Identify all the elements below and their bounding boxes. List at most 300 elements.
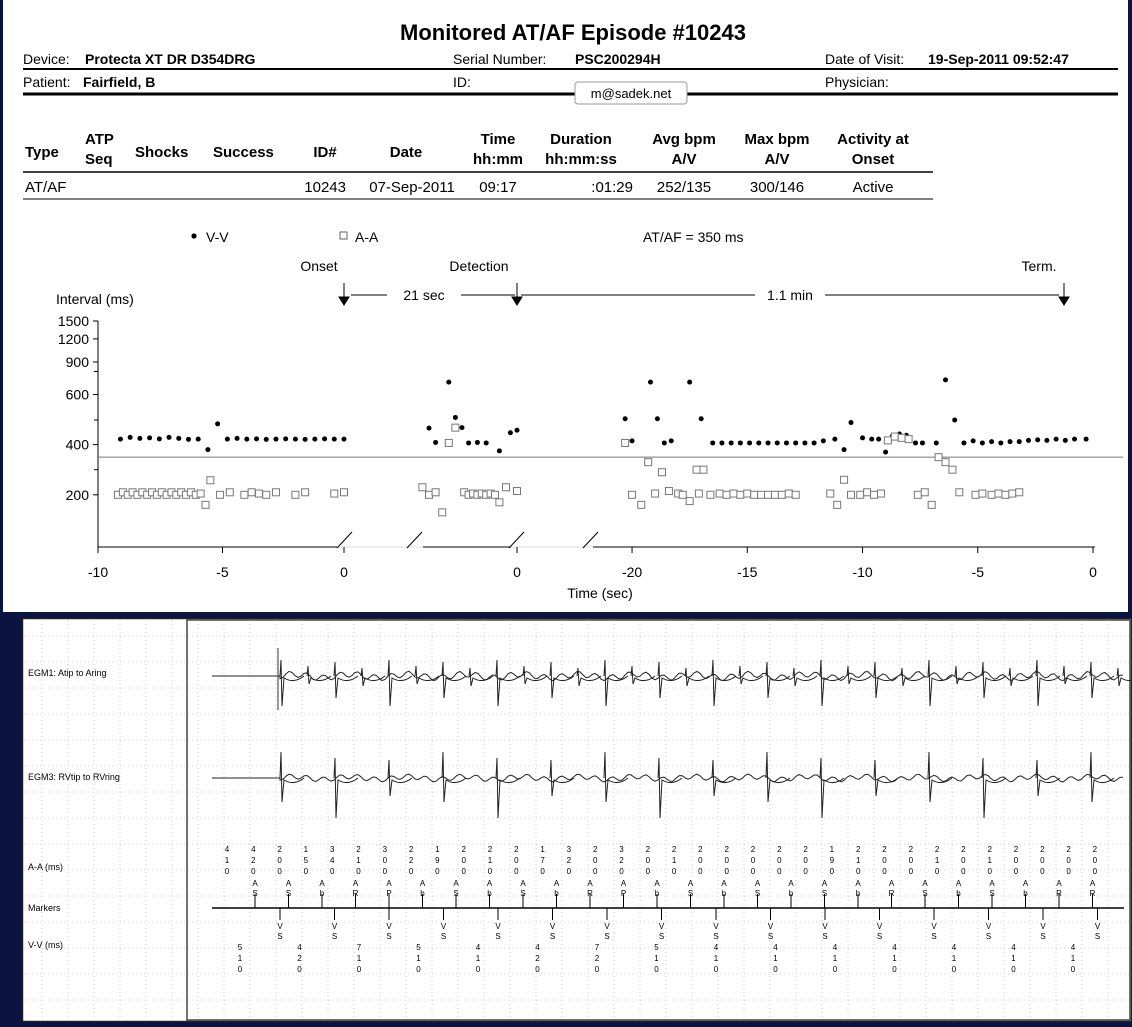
legend-aa-label: A-A <box>355 229 379 245</box>
vv-value: 0 <box>356 965 362 974</box>
vv-point <box>322 436 327 441</box>
episode-report <box>3 0 1128 612</box>
aa-value: 1 <box>435 845 440 854</box>
aa-point <box>292 491 299 498</box>
detection-arrow <box>512 283 522 305</box>
aa-value: 0 <box>1066 867 1071 876</box>
aa-value: 9 <box>435 856 440 865</box>
atrial-marker: R <box>1089 889 1096 898</box>
table-cell: 252/135 <box>656 179 712 196</box>
ventricular-marker: S <box>876 932 883 941</box>
ventricular-marker: S <box>931 932 937 941</box>
aa-value: 2 <box>356 845 361 854</box>
vv-point <box>427 426 432 431</box>
aa-point <box>884 437 891 444</box>
x-tick-label: 0 <box>340 564 348 580</box>
egm-deflection <box>280 752 304 802</box>
vv-value: 0 <box>297 965 302 974</box>
vv-point <box>913 440 918 445</box>
atrial-marker: A <box>922 879 928 888</box>
aa-point <box>341 489 348 496</box>
aa-point <box>1016 489 1023 496</box>
atrial-marker: A <box>520 879 526 888</box>
aa-point <box>778 491 785 498</box>
vv-value: 1 <box>416 954 421 963</box>
vv-point <box>1072 437 1077 442</box>
aa-value: 0 <box>356 867 361 876</box>
atrial-marker: A <box>620 879 627 888</box>
egm-deflection <box>982 758 1006 818</box>
vv-value: 4 <box>951 943 957 952</box>
aa-value: 2 <box>803 845 808 854</box>
vv-point <box>446 380 451 385</box>
aa-value: 0 <box>855 867 861 876</box>
vv-value: 0 <box>951 965 957 974</box>
table-cell: 10243 <box>304 179 346 196</box>
vv-value: 1 <box>773 954 778 963</box>
ventricular-marker: V <box>822 922 828 931</box>
aa-point <box>848 491 855 498</box>
aa-value: 0 <box>908 867 914 876</box>
vv-value: 1 <box>1070 954 1076 963</box>
table-cell: :01:29 <box>591 179 633 196</box>
vv-point <box>460 425 465 430</box>
aa-point <box>716 490 723 497</box>
atrial-marker: b <box>654 889 660 898</box>
table-cell: 300/146 <box>749 179 805 196</box>
vv-value: 1 <box>356 954 362 963</box>
aa-point <box>1002 491 1009 498</box>
aa-point <box>758 491 765 498</box>
aa-value: 0 <box>961 867 966 876</box>
ventricular-marker: V <box>713 922 719 931</box>
aa-point <box>629 491 636 498</box>
vv-point <box>766 440 771 445</box>
episode-table <box>23 131 933 199</box>
aa-value: 1 <box>356 856 361 865</box>
vv-point <box>869 437 874 442</box>
atrial-marker: A <box>319 879 325 888</box>
egm-annotations <box>212 845 1124 974</box>
aa-point <box>638 501 645 508</box>
interval-scatter-chart <box>58 313 1123 580</box>
table-header: A/V <box>671 151 697 168</box>
table-header: Time <box>480 131 516 148</box>
legend-vv-label: V-V <box>206 229 229 245</box>
x-tick-label: -10 <box>87 564 109 580</box>
egm-deflection <box>442 752 466 802</box>
vv-point <box>623 416 628 421</box>
egm-deflection <box>874 760 898 796</box>
vv-point <box>832 437 837 442</box>
egm-deflection <box>658 758 682 818</box>
aa-point <box>302 489 309 496</box>
legend-vv-marker <box>191 233 196 238</box>
aa-value: 1 <box>934 856 940 865</box>
markers-label: Markers <box>28 903 61 913</box>
ventricular-marker: S <box>985 932 992 941</box>
x-tick-label: 0 <box>513 564 521 580</box>
aa-value: 0 <box>592 867 598 876</box>
aa-value: 4 <box>251 845 256 854</box>
egm-deflection <box>847 666 871 684</box>
vv-point <box>784 440 789 445</box>
aa-point <box>723 491 730 498</box>
vv-point <box>273 437 278 442</box>
aa-value: 2 <box>1066 845 1071 854</box>
aa-value: 0 <box>987 867 992 876</box>
atrial-marker: S <box>754 889 761 898</box>
atrial-marker: A <box>352 879 359 888</box>
aa-point <box>700 466 707 473</box>
aa-point <box>928 501 935 508</box>
aa-point <box>652 490 659 497</box>
aa-point <box>857 491 864 498</box>
vv-point <box>699 416 704 421</box>
egm-deflection <box>982 662 1006 698</box>
ventricular-marker: V <box>604 922 610 931</box>
egm-deflection <box>766 752 790 802</box>
atrial-marker: S <box>989 889 995 898</box>
vv-point <box>802 440 807 445</box>
aa-point <box>898 434 905 441</box>
egm-traces <box>212 648 1132 818</box>
vv-point <box>283 436 288 441</box>
onset-label: Onset <box>300 258 338 274</box>
detection-label: Detection <box>449 258 509 274</box>
ventricular-marker: V <box>277 922 283 931</box>
aa-point <box>914 491 921 498</box>
aa-value: 2 <box>934 845 940 854</box>
patient-label: Patient: <box>23 74 71 90</box>
egm-deflection <box>496 758 520 818</box>
table-header: Date <box>389 144 423 161</box>
ventricular-marker: S <box>1040 932 1046 941</box>
vv-value: 2 <box>535 954 540 963</box>
aa-point <box>679 491 686 498</box>
vv-point <box>961 440 966 445</box>
egm-deflection <box>604 752 628 802</box>
aa-value: 2 <box>461 845 466 854</box>
table-header: Activity at <box>837 131 909 148</box>
aa-value: 1 <box>671 856 677 865</box>
vv-value: 0 <box>773 965 778 974</box>
table-header: ID# <box>313 144 337 161</box>
egm1-label: EGM1: Atip to Aring <box>28 668 107 678</box>
aa-point <box>693 466 700 473</box>
vv-point <box>710 440 715 445</box>
atrial-marker: P <box>620 889 627 898</box>
vv-point <box>312 437 317 442</box>
axis-break-mark <box>337 532 352 548</box>
aa-value: 0 <box>750 856 756 865</box>
y-tick-label: 900 <box>65 353 89 370</box>
ventricular-marker: S <box>658 932 665 941</box>
aa-point <box>751 491 758 498</box>
aa-value: 1 <box>540 845 545 854</box>
atrial-marker: A <box>1056 879 1062 888</box>
atrial-marker: A <box>486 879 493 888</box>
aa-value: 0 <box>671 867 677 876</box>
vv-point <box>196 437 201 442</box>
aa-point <box>645 459 652 466</box>
vv-point <box>738 440 743 445</box>
table-header: Type <box>25 144 59 161</box>
device-label: Device: <box>23 51 70 67</box>
egm-deflection <box>388 660 412 706</box>
aa-value: 0 <box>461 867 466 876</box>
aa-value: 0 <box>619 867 624 876</box>
table-header: Seq <box>85 151 113 168</box>
atrial-marker: A <box>1089 879 1096 888</box>
table-header: Max bpm <box>744 131 810 148</box>
vv-value: 5 <box>416 943 421 952</box>
aa-value: 0 <box>382 856 388 865</box>
aa-value: 0 <box>961 856 966 865</box>
vv-point <box>842 447 847 452</box>
atrial-marker: P <box>386 889 392 898</box>
aa-value: 0 <box>487 867 493 876</box>
egm-deflection <box>1090 662 1114 698</box>
vv-point <box>775 440 780 445</box>
aa-point <box>241 491 248 498</box>
x-tick-label: 0 <box>1089 564 1097 580</box>
egm3-label: EGM3: RVtip to RVring <box>28 772 120 782</box>
vv-point <box>176 436 181 441</box>
atrial-marker: b <box>420 889 425 898</box>
vv-point <box>186 437 191 442</box>
aa-value: 2 <box>882 845 887 854</box>
aa-point <box>765 491 772 498</box>
vv-value: 1 <box>237 954 243 963</box>
atrial-marker: A <box>587 879 593 888</box>
aa-value: 2 <box>592 845 598 854</box>
vv-value: 2 <box>297 954 302 963</box>
aa-point <box>737 491 744 498</box>
ventricular-marker: V <box>495 922 501 931</box>
vv-point <box>1044 438 1049 443</box>
aa-point <box>695 490 702 497</box>
vv-point <box>484 440 489 445</box>
x-tick-label: -5 <box>971 564 984 580</box>
aa-value: 2 <box>724 845 729 854</box>
visit-value: 19-Sep-2011 09:52:47 <box>928 51 1069 67</box>
vv-point <box>205 447 210 452</box>
episode-annotations <box>300 258 1069 305</box>
egm-deflection <box>928 660 952 706</box>
ventricular-marker: V <box>1040 922 1046 931</box>
vv-point <box>756 440 761 445</box>
ventricular-marker: S <box>822 932 828 941</box>
ventricular-marker: S <box>767 932 774 941</box>
ventricular-marker: V <box>440 922 447 931</box>
egm-deflection <box>712 660 736 706</box>
vv-point <box>1063 438 1068 443</box>
vv-point <box>1017 439 1022 444</box>
vv-point <box>934 440 939 445</box>
aa-value: 2 <box>619 856 624 865</box>
aa-point <box>331 490 338 497</box>
aa-value: 2 <box>777 845 782 854</box>
aa-value: 0 <box>1040 867 1045 876</box>
table-cell: 09:17 <box>479 179 517 196</box>
aa-value: 2 <box>961 845 966 854</box>
atrial-marker: R <box>888 889 895 898</box>
aa-point <box>891 433 898 440</box>
ventricular-marker: S <box>331 932 338 941</box>
aa-value: 2 <box>277 845 282 854</box>
vv-point <box>332 437 337 442</box>
aa-label: A-A (ms) <box>28 862 63 872</box>
ventricular-marker: V <box>331 922 338 931</box>
egm-deflection <box>604 660 628 706</box>
aa-point <box>439 509 446 516</box>
egm-deflection <box>820 758 844 818</box>
aa-value: 0 <box>724 856 729 865</box>
aa-value: 4 <box>224 845 230 854</box>
egm-deflection <box>361 668 385 686</box>
aa-point <box>202 501 209 508</box>
atrial-marker: A <box>419 879 426 888</box>
aa-value: 5 <box>303 856 309 865</box>
egm-deflection <box>550 760 574 796</box>
vv-point <box>662 440 667 445</box>
vv-point <box>1035 437 1040 442</box>
aa-point <box>426 491 433 498</box>
aa-value: 0 <box>803 856 808 865</box>
aa-point <box>730 490 737 497</box>
atrial-marker: A <box>1022 879 1029 888</box>
aa-point <box>659 469 666 476</box>
vv-point <box>849 420 854 425</box>
aa-point <box>226 489 233 496</box>
x-tick-label: -10 <box>852 564 873 580</box>
egm-deflection <box>766 662 790 698</box>
egm-deflection <box>1090 752 1114 802</box>
table-header: Shocks <box>135 144 189 161</box>
aa-value: 0 <box>1013 867 1019 876</box>
ventricular-marker: V <box>386 922 392 931</box>
vv-value: 1 <box>892 954 897 963</box>
vv-point <box>860 435 865 440</box>
atrial-marker: S <box>252 889 258 898</box>
ventricular-marker: V <box>658 922 665 931</box>
ventricular-marker: V <box>876 922 883 931</box>
aa-point <box>248 489 255 496</box>
vv-label: V-V (ms) <box>28 940 63 950</box>
x-tick-label: -20 <box>621 564 643 580</box>
table-header: Avg bpm <box>652 131 716 148</box>
aa-value: 0 <box>1040 856 1045 865</box>
atrial-marker: A <box>955 879 962 888</box>
vv-value: 1 <box>713 954 719 963</box>
vv-value: 0 <box>1070 965 1076 974</box>
aa-point <box>877 490 884 497</box>
aa-value: 2 <box>671 845 677 854</box>
atrial-marker: A <box>855 879 861 888</box>
aa-value: 0 <box>724 867 729 876</box>
term-arrow <box>1059 283 1069 305</box>
ventricular-marker: S <box>604 932 610 941</box>
term-label: Term. <box>1021 258 1057 274</box>
aa-point <box>255 490 262 497</box>
table-header: Success <box>213 144 274 161</box>
aa-point <box>864 489 871 496</box>
vv-point <box>433 440 438 445</box>
axis-break-mark <box>407 532 422 548</box>
vv-point <box>1084 437 1089 442</box>
aa-point <box>935 454 942 461</box>
vv-point <box>466 440 471 445</box>
aa-point <box>707 491 714 498</box>
device-value: Protecta XT DR D354DRG <box>85 51 256 67</box>
atrial-marker: A <box>687 879 694 888</box>
aa-point <box>744 490 751 497</box>
ventricular-marker: S <box>1094 932 1101 941</box>
aa-point <box>792 491 799 498</box>
aa-point <box>956 489 963 496</box>
aa-point <box>686 498 693 505</box>
vv-value: 4 <box>1011 943 1016 952</box>
atrial-marker: R <box>1056 889 1062 898</box>
vv-value: 0 <box>713 965 719 974</box>
vv-value: 7 <box>356 943 362 952</box>
vv-point <box>508 430 513 435</box>
vv-point <box>1026 438 1031 443</box>
vv-point <box>342 437 347 442</box>
aa-value: 3 <box>566 845 572 854</box>
atrial-marker: A <box>821 879 828 888</box>
vv-value: 0 <box>654 965 659 974</box>
aa-value: 0 <box>803 867 808 876</box>
vv-value: 0 <box>832 965 838 974</box>
aa-value: 2 <box>698 845 703 854</box>
y-tick-label: 1200 <box>57 330 89 347</box>
vv-point <box>920 440 925 445</box>
table-header: ATP <box>85 131 114 148</box>
aa-point <box>905 436 912 443</box>
vv-value: 1 <box>832 954 838 963</box>
atrial-marker: b <box>956 889 961 898</box>
aa-value: 2 <box>408 845 414 854</box>
vv-point <box>952 418 957 423</box>
report-canvas <box>3 0 1128 612</box>
aa-value: 0 <box>1092 856 1098 865</box>
aa-value: 0 <box>882 867 887 876</box>
aa-point <box>841 476 848 483</box>
vv-value: 1 <box>654 954 659 963</box>
aa-value: 0 <box>777 867 782 876</box>
vv-value: 4 <box>475 943 481 952</box>
aa-point <box>419 484 426 491</box>
ventricular-marker: S <box>277 932 283 941</box>
aa-value: 2 <box>251 856 256 865</box>
vv-value: 4 <box>1070 943 1076 952</box>
vv-point <box>128 435 133 440</box>
aa-value: 0 <box>566 867 572 876</box>
egm-deflection <box>1036 660 1060 706</box>
egm-deflection <box>901 668 925 686</box>
report-title: Monitored AT/AF Episode #10243 <box>400 20 746 45</box>
aa-point <box>622 439 629 446</box>
atrial-marker: b <box>319 889 325 898</box>
aa-value: 9 <box>829 856 835 865</box>
vv-point <box>118 437 123 442</box>
vv-point <box>147 435 152 440</box>
aa-value: 1 <box>987 856 992 865</box>
vv-point <box>793 440 798 445</box>
egm-deflection <box>388 760 412 796</box>
